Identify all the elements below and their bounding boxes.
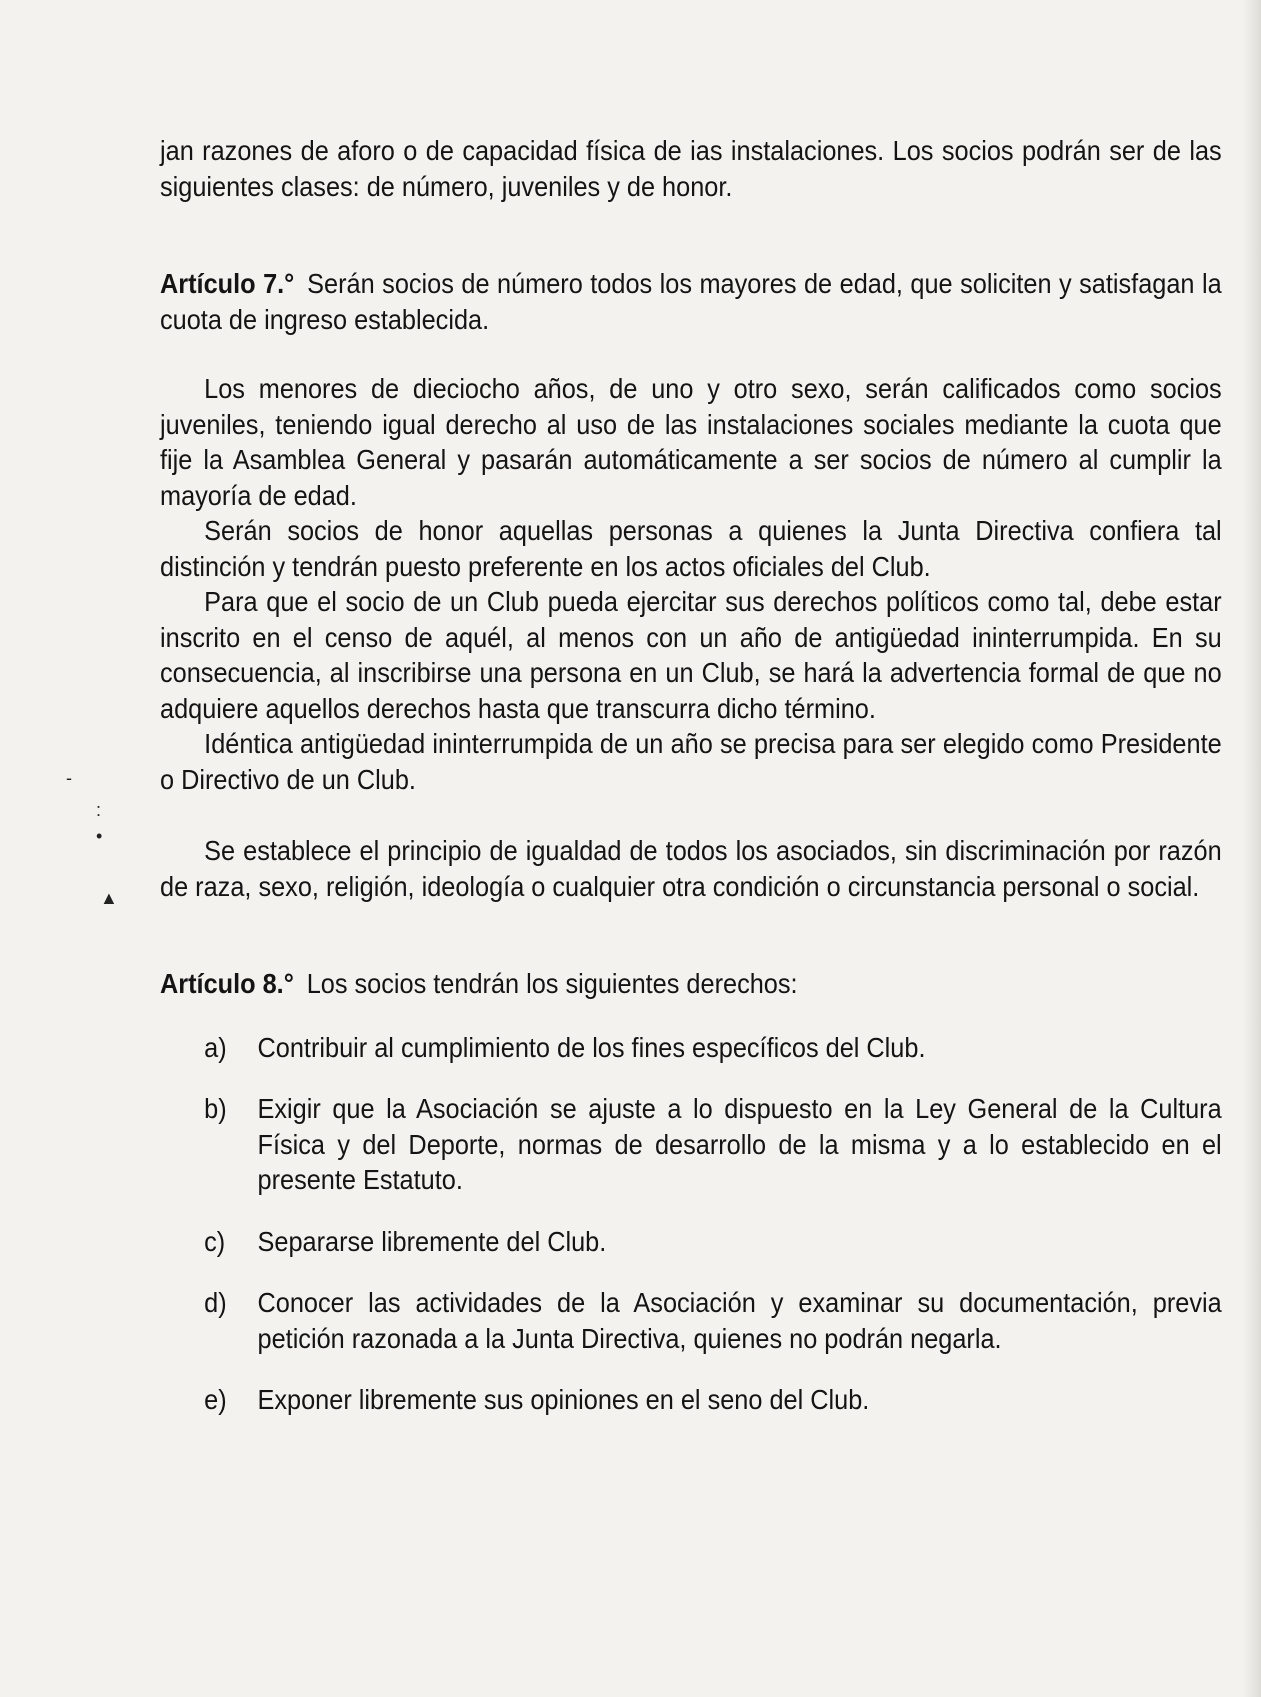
list-marker: c) (204, 1225, 226, 1257)
rights-list (160, 1030, 1222, 1418)
paragraph-antiguedad: Idéntica antigüedad ininterrumpida de un año se precisa para ser elegido como Presidente o Directivo de un Club. (160, 728, 1222, 795)
article-7-text: Serán socios de número todos los mayores de edad, que soliciten y satisfagan la cuota de ingreso establecida. (160, 268, 1222, 335)
list-item (204, 1091, 1222, 1198)
article-7 (160, 266, 1222, 337)
paragraph-juveniles: Los menores de dieciocho años, de uno y otro sexo, serán calificados como socios juveniles, teniendo igual derecho al uso de las instalaciones sociales mediante la cuota que fije la Asamblea General y pasarán automáticamente a ser socios de número al cumplir la mayoría de edad. (160, 373, 1222, 511)
margin-mark: • (96, 826, 103, 846)
list-item (204, 1285, 1222, 1356)
list-text: Exponer libremente sus opiniones en el seno del Club. (257, 1384, 870, 1415)
document-body (160, 133, 1222, 1444)
paragraph-honor: Serán socios de honor aquellas personas a quienes la Junta Directiva confiera tal distinción y tendrán puesto preferente en los actos oficiales del Club. (160, 515, 1222, 582)
list-text: Exigir que la Asociación se ajuste a lo dispuesto en la Ley General de la Cultura Física y del Deporte, normas de desarrollo de la misma y a lo establecido en el presente Estatuto. (257, 1093, 1222, 1195)
article-8 (160, 966, 1222, 1002)
page-edge (1243, 0, 1261, 1697)
article-8-label: Artículo 8.° (160, 968, 294, 999)
list-item (204, 1030, 1222, 1066)
margin-mark: - (66, 768, 72, 788)
article-8-text: Los socios tendrán los siguientes derechos: (306, 968, 798, 999)
intro-paragraph: jan razones de aforo o de capacidad física de ias instalaciones. Los socios podrán ser de las siguientes clases: de número, juveniles y de honor. (160, 135, 1222, 202)
paragraph-derechos-politicos: Para que el socio de un Club pueda ejercitar sus derechos políticos como tal, debe estar inscrito en el censo de aquél, al menos con un año de antigüedad ininterrumpida. En su consecuencia, al inscribirse una persona en un Club, se hará la advertencia formal de que no adquiere aquellos derechos hasta que transcurra dicho término. (160, 586, 1222, 724)
list-text: Contribuir al cumplimiento de los fines específicos del Club. (257, 1031, 926, 1063)
list-marker: b) (204, 1093, 227, 1124)
margin-mark: ▲ (100, 888, 118, 908)
article-7-label: Artículo 7.° (160, 268, 295, 299)
list-text: Separarse libremente del Club. (257, 1225, 607, 1257)
list-item (204, 1382, 1222, 1418)
list-marker: d) (204, 1287, 227, 1318)
margin-mark: : (96, 800, 102, 820)
list-marker: a) (204, 1031, 227, 1063)
list-item (204, 1224, 1222, 1260)
list-text: Conocer las actividades de la Asociación y examinar su documentación, previa petición razonada a la Junta Directiva, quienes no podrán negarla. (257, 1287, 1222, 1354)
paragraph-igualdad: Se establece el principio de igualdad de todos los asociados, sin discriminación por razón de raza, sexo, religión, ideología o cualquier otra condición o circunstancia personal o social. (160, 835, 1222, 902)
list-marker: e) (204, 1384, 227, 1415)
